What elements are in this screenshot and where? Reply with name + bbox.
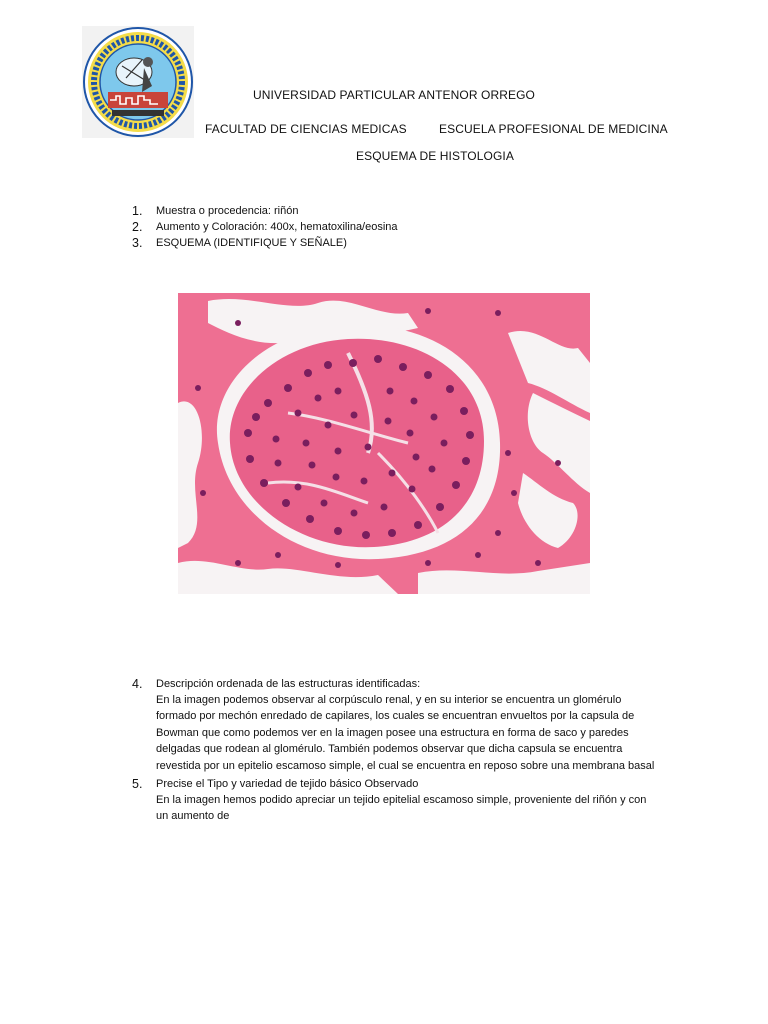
list-item [132, 203, 656, 219]
item-number: 4. [132, 677, 143, 691]
university-logo [82, 26, 194, 138]
item-body: En la imagen podemos observar al corpúsculo renal, y en su interior se encuentra un glomérulo formado por mechón enredado de capilares, los cuales se encuentran envueltos por la capsula de Bowman que como podemos ver en la imagen posee una estructura en forma de saco y paredes delgadas que rodean al glomérulo. También podemos observar que dicha capsula se encuentra revestida por un epitelio escamoso simple, el cual se encuentra en reposo sobre una membrana basal [156, 694, 655, 772]
numbered-list [132, 203, 656, 251]
list-item [132, 235, 656, 251]
item-text: Aumento y Coloración: 400x, hematoxilina/eosina [156, 221, 398, 233]
university-title: UNIVERSIDAD PARTICULAR ANTENOR ORREGO [253, 88, 535, 102]
item-heading: Descripción ordenada de las estructuras identificadas: [156, 678, 421, 690]
kidney-micrograph [178, 293, 590, 594]
school-name: ESCUELA PROFESIONAL DE MEDICINA [439, 122, 668, 136]
item-number: 1. [132, 204, 143, 218]
item-text: Muestra o procedencia: riñón [156, 205, 299, 217]
list-item [132, 776, 656, 825]
item-body: En la imagen hemos podido apreciar un tejido epitelial escamoso simple, proveniente del riñón y con un aumento de [156, 794, 647, 823]
item-heading: Precise el Tipo y variedad de tejido básico Observado [156, 778, 419, 791]
item-number: 5. [132, 777, 143, 792]
item-text: ESQUEMA (IDENTIFIQUE Y SEÑALE) [156, 237, 347, 249]
list-item [132, 219, 656, 235]
list-item [132, 676, 656, 774]
item-number: 3. [132, 236, 143, 250]
numbered-list-description [132, 676, 656, 825]
document-subject: ESQUEMA DE HISTOLOGIA [356, 149, 514, 163]
item-number: 2. [132, 220, 143, 234]
faculty-name: FACULTAD DE CIENCIAS MEDICAS [205, 122, 407, 136]
